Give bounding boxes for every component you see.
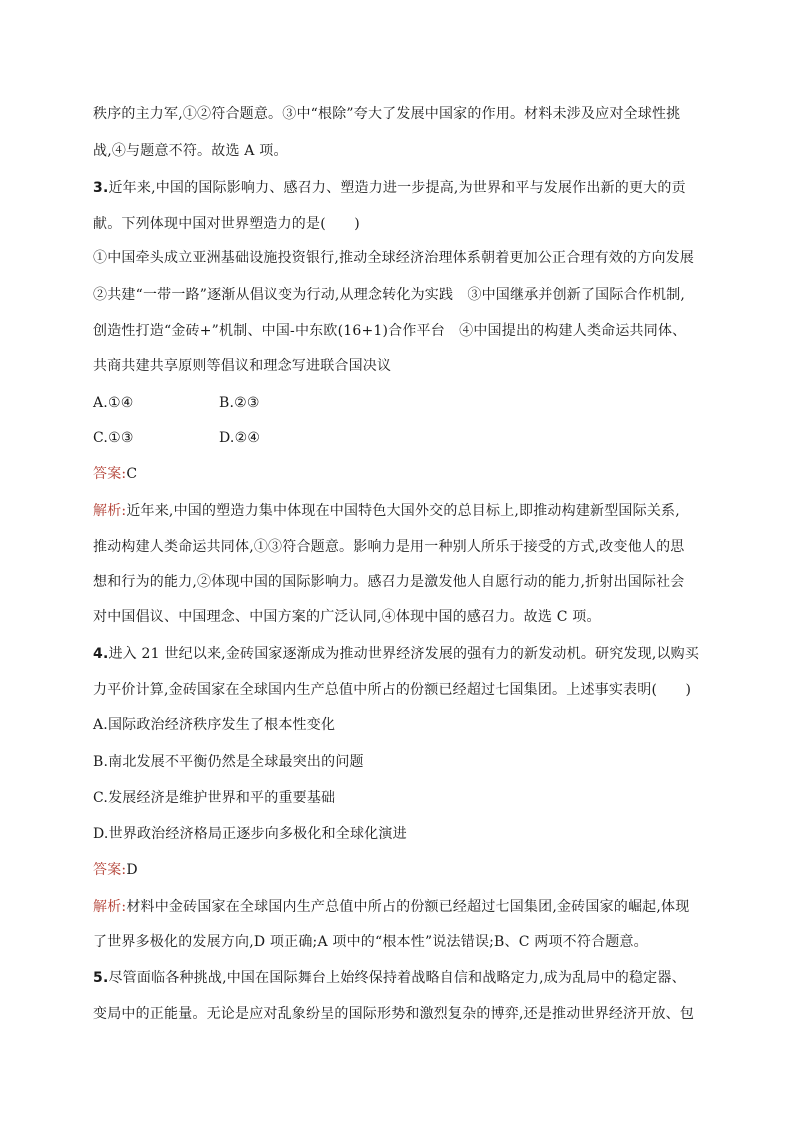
q4-option-d: D.世界政治经济格局正逐步向多极化和全球化演进 (93, 826, 407, 842)
q3-number: 3. (93, 180, 109, 196)
q4-analysis-line-2: 了世界多极化的发展方向,D 项正确;A 项中的“根本性”说法错误;B、C 两项不符合题意。 (93, 934, 648, 950)
q4-analysis-line-1 (93, 897, 689, 917)
q5-number: 5. (93, 970, 109, 986)
q4-option-b: B.南北发展不平衡仍然是全球最突出的问题 (93, 754, 364, 770)
q4-option-a: A.国际政治经济秩序发生了根本性变化 (93, 717, 336, 733)
q3-stem-text-1: 近年来,中国的国际影响力、感召力、塑造力进一步提高,为世界和平与发展作出新的更大的贡 (108, 180, 686, 196)
q5-stem-line-1 (93, 968, 686, 988)
q4-answer (93, 860, 138, 880)
q3-stem-line-2: 献。下列体现中国对世界塑造力的是( ) (93, 216, 360, 232)
q3-options-row-1 (93, 393, 260, 413)
q3-option-d: D.②④ (219, 430, 261, 446)
q3-item-line-3: 创造性打造“金砖+”机制、中国-中东欧(16+1)合作平台 ④中国提出的构建人类命运共同体、 (93, 323, 687, 339)
q3-answer-value: C (126, 466, 138, 482)
q3-analysis-text-1: 近年来,中国的塑造力集中体现在中国特色大国外交的总目标上,即推动构建新型国际关系, (126, 503, 680, 519)
q4-stem-line-2: 力平价计算,金砖国家在全球国内生产总值中所占的份额已经超过七国集团。上述事实表明( ) (93, 682, 692, 698)
q3-option-c: C.①③ (93, 430, 134, 446)
q3-item-line-2: ②共建“一带一路”逐渐从倡议变为行动,从理念转化为实践 ③中国继承并创新了国际合作机制, (93, 287, 686, 303)
q3-stem-line-1 (93, 178, 686, 198)
q3-item-line-1: ①中国牵头成立亚洲基础设施投资银行,推动全球经济治理体系朝着更加公正合理有效的方向发展 (93, 250, 695, 266)
q3-answer-label: 答案: (93, 466, 127, 482)
q3-analysis-line-2: 推动构建人类命运共同体,①③符合题意。影响力是用一种别人所乐于接受的方式,改变他人的思 (93, 539, 685, 555)
q4-analysis-label: 解析: (93, 899, 127, 915)
q4-analysis-text-1: 材料中金砖国家在全球国内生产总值中所占的份额已经超过七国集团,金砖国家的崛起,体现 (126, 899, 690, 915)
q3-answer (93, 464, 137, 484)
q3-option-a: A.①④ (93, 395, 134, 411)
q3-option-b: B.②③ (219, 395, 260, 411)
q4-stem-line-1 (93, 644, 699, 664)
q3-analysis-line-3: 想和行为的能力,②体现中国的国际影响力。感召力是激发他人自愿行动的能力,折射出国际社会 (93, 574, 685, 590)
q3-analysis-line-4: 对中国倡议、中国理念、中国方案的广泛认同,④体现中国的感召力。故选 C 项。 (93, 609, 601, 625)
q3-options-row-2 (93, 428, 261, 448)
q3-analysis-label: 解析: (93, 503, 127, 519)
prev-analysis-line-2: 战,④与题意不符。故选 A 项。 (93, 143, 288, 159)
q5-stem-text-1: 尽管面临各种挑战,中国在国际舞台上始终保持着战略自信和战略定力,成为乱局中的稳定器、 (108, 970, 686, 986)
q4-answer-label: 答案: (93, 862, 127, 878)
q3-item-line-4: 共商共建共享原则等倡议和理念写进联合国决议 (93, 358, 392, 374)
q4-answer-value: D (126, 862, 138, 878)
q3-analysis-line-1 (93, 501, 680, 521)
q4-stem-text-1: 进入 21 世纪以来,金砖国家逐渐成为推动世界经济发展的强有力的新发动机。研究发现,以购买 (108, 646, 700, 662)
q4-number: 4. (93, 646, 109, 662)
q5-stem-line-2: 变局中的正能量。无论是应对乱象纷呈的国际形势和激烈复杂的博弈,还是推动世界经济开放、包 (93, 1006, 695, 1022)
prev-analysis-line-1: 秩序的主力军,①②符合题意。③中“根除”夸大了发展中国家的作用。材料未涉及应对全球性挑 (93, 106, 681, 122)
q4-option-c: C.发展经济是维护世界和平的重要基础 (93, 790, 336, 806)
